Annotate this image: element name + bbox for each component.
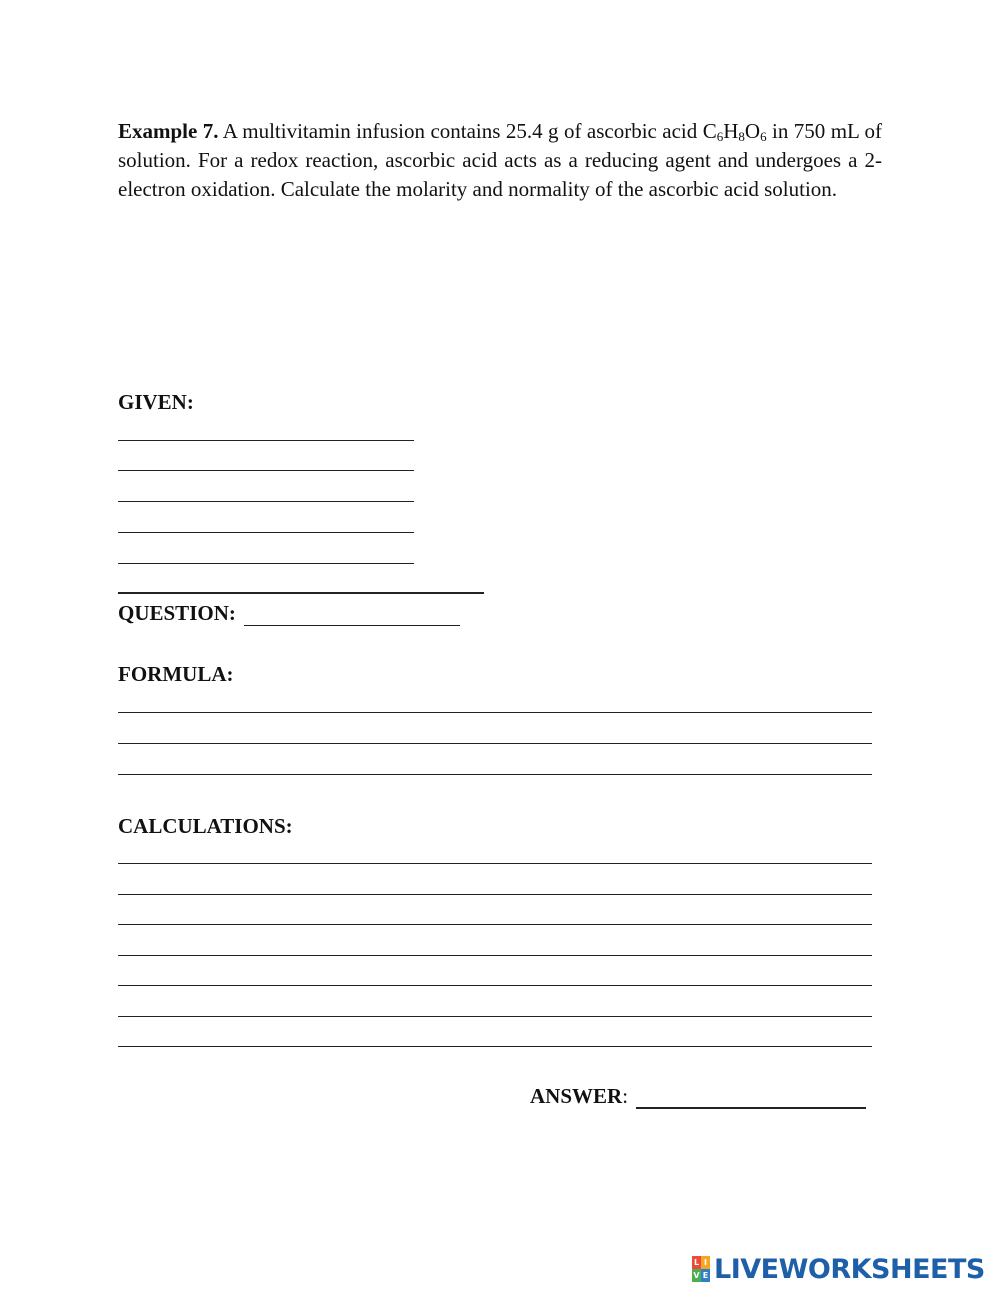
problem-text-before: A multivitamin infusion contains 25.4 g of ascorbic acid <box>218 119 703 143</box>
calculations-label: CALCULATIONS: <box>118 814 293 838</box>
given-blank-4[interactable] <box>118 532 414 533</box>
formula-blank-3[interactable] <box>118 774 872 775</box>
given-label: GIVEN: <box>118 390 194 414</box>
chemical-formula: $C_6H_8O_6$ <box>702 119 767 144</box>
given-blank-5[interactable] <box>118 563 414 564</box>
answer-blank[interactable] <box>636 1089 866 1109</box>
calculations-blank-4[interactable] <box>118 955 872 956</box>
formula-blank-2[interactable] <box>118 743 872 744</box>
formula-blank-1[interactable] <box>118 712 872 713</box>
logo-icon: L I V E <box>693 1258 709 1280</box>
given-divider <box>118 592 484 594</box>
calculations-blank-1[interactable] <box>118 863 872 864</box>
question-label: QUESTION: <box>118 601 236 625</box>
calculations-blank-2[interactable] <box>118 894 872 895</box>
calculations-blank-3[interactable] <box>118 924 872 925</box>
logo-text: LIVEWORKSHEETS <box>714 1253 985 1285</box>
formula-label: FORMULA: <box>118 662 234 686</box>
answer-label: ANSWER <box>530 1084 623 1108</box>
calculations-blank-5[interactable] <box>118 985 872 986</box>
question-row <box>118 600 460 626</box>
liveworksheets-logo <box>692 1254 985 1284</box>
calculations-blank-6[interactable] <box>118 1016 872 1017</box>
given-blank-2[interactable] <box>118 470 414 471</box>
given-blank-3[interactable] <box>118 501 414 502</box>
problem-text-after: in 750 mL of solution. For a redox reaction, ascorbic acid acts as a reducing agent and undergoes a 2-electron oxidation. Calculate the molarity and normality of the ascorbic acid solution. <box>118 119 883 201</box>
question-blank[interactable] <box>244 607 460 626</box>
problem-heading: Example 7. <box>118 119 219 143</box>
problem-statement <box>118 117 882 204</box>
answer-colon: : <box>622 1084 629 1108</box>
calculations-blank-7[interactable] <box>118 1046 872 1047</box>
given-blank-1[interactable] <box>118 440 414 441</box>
answer-row <box>530 1083 866 1109</box>
